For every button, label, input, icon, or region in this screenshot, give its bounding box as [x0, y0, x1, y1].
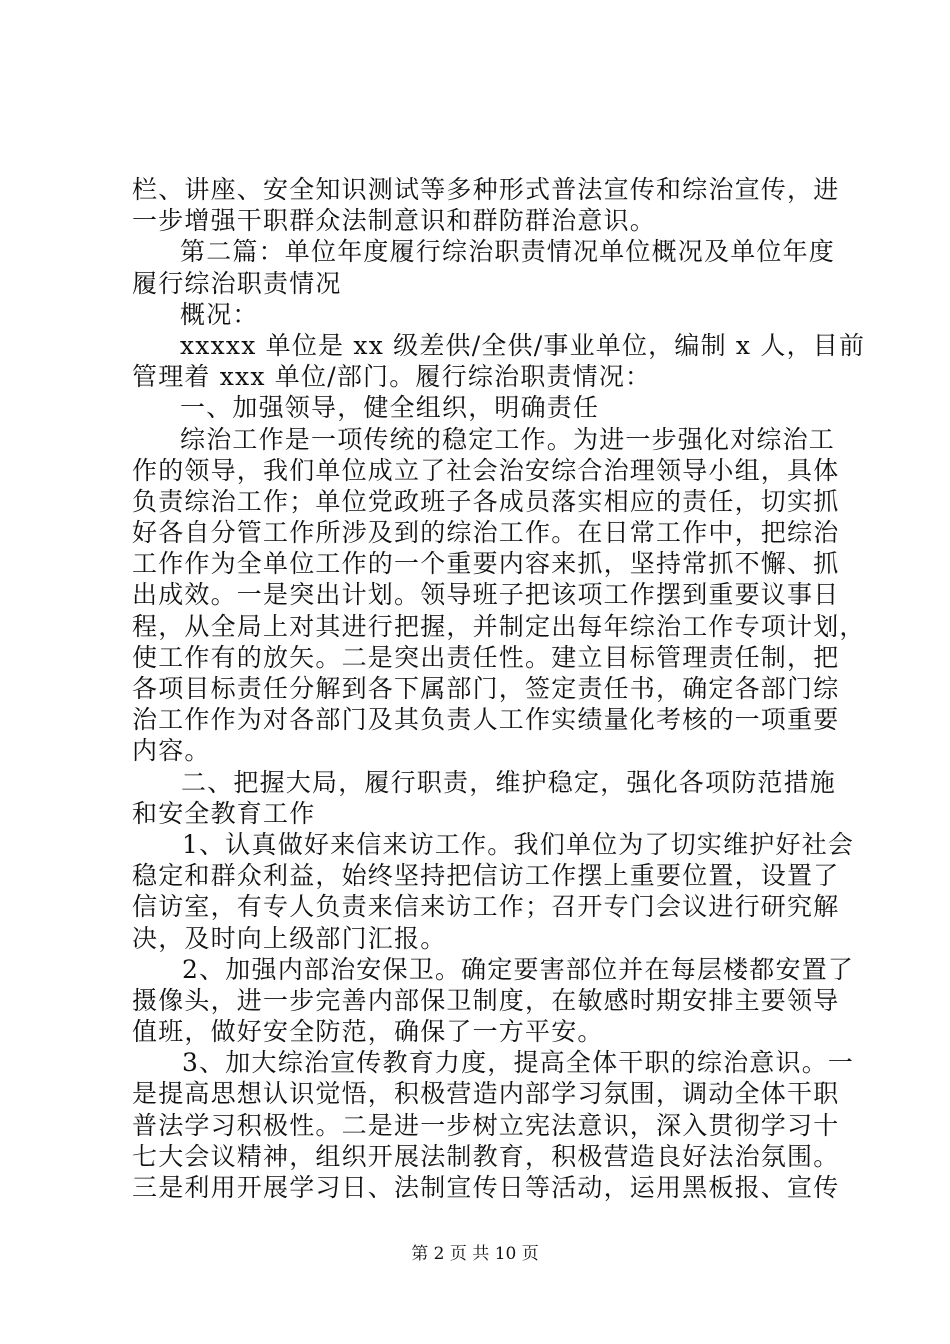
body-line: 七大会议精神，组织开展法制教育，积极营造良好法治氛围。: [132, 1141, 840, 1171]
subheading: 概况：: [180, 299, 259, 329]
body-line: 综治工作是一项传统的稳定工作。为进一步强化对综治工: [180, 424, 836, 454]
body-line: 一步增强干职群众法制意识和群防群治意识。: [132, 206, 657, 236]
document-body: [132, 174, 866, 1203]
section-heading: 第二篇：单位年度履行综治职责情况单位概况及单位年度: [180, 237, 836, 267]
body-line: 内容。: [132, 736, 211, 766]
subheading: 一、加强领导，健全组织，明确责任: [180, 393, 600, 423]
body-line: 决，及时向上级部门汇报。: [132, 923, 447, 953]
body-line: 管理着 xxx 单位/部门。履行综治职责情况：: [132, 362, 652, 392]
subheading: 二、把握大局，履行职责，维护稳定，强化各项防范措施: [181, 767, 837, 797]
body-line: 出成效。一是突出计划。领导班子把该项工作摆到重要议事日: [132, 580, 840, 610]
body-line: 普法学习积极性。二是进一步树立宪法意识，深入贯彻学习十: [132, 1110, 840, 1140]
subheading: 和安全教育工作: [132, 798, 316, 828]
body-line: 程，从全局上对其进行把握，并制定出每年综治工作专项计划，: [132, 611, 866, 641]
body-line: 2、加强内部治安保卫。确定要害部位并在每层楼都安置了: [182, 954, 855, 984]
body-line: 好各自分管工作所涉及到的综治工作。在日常工作中，把综治: [132, 518, 840, 548]
body-line: 各项目标责任分解到各下属部门，签定责任书，确定各部门综: [132, 674, 840, 703]
body-line: 使工作有的放矢。二是突出责任性。建立目标管理责任制，把: [132, 642, 840, 672]
section-heading: 履行综治职责情况: [132, 268, 342, 298]
body-line: xxxxx 单位是 xx 级差供/全供/事业单位，编制 x 人，目前: [180, 330, 866, 360]
page-number-footer: 第 2 页 共 10 页: [411, 1244, 539, 1264]
body-line: 工作作为全单位工作的一个重要内容来抓，坚持常抓不懈、抓: [132, 549, 840, 579]
body-line: 负责综治工作；单位党政班子各成员落实相应的责任，切实抓: [132, 486, 840, 516]
body-line: 三是利用开展学习日、法制宣传日等活动，运用黑板报、宣传: [132, 1173, 840, 1202]
body-line: 稳定和群众利益，始终坚持把信访工作摆上重要位置，设置了: [132, 861, 840, 891]
body-line: 治工作作为对各部门及其负责人工作实绩量化考核的一项重要: [132, 705, 840, 735]
body-line: 摄像头，进一步完善内部保卫制度，在敏感时期安排主要领导: [132, 985, 840, 1015]
body-line: 值班，做好安全防范，确保了一方平安。: [132, 1017, 604, 1047]
body-line: 1、认真做好来信来访工作。我们单位为了切实维护好社会: [182, 829, 855, 859]
body-line: 栏、讲座、安全知识测试等多种形式普法宣传和综治宣传，进: [132, 175, 840, 204]
body-line: 3、加大综治宣传教育力度，提高全体干职的综治意识。一: [182, 1048, 855, 1078]
body-line: 是提高思想认识觉悟，积极营造内部学习氛围，调动全体干职: [132, 1079, 840, 1109]
body-line: 作的领导，我们单位成立了社会治安综合治理领导小组，具体: [132, 455, 840, 485]
body-line: 信访室，有专人负责来信来访工作；召开专门会议进行研究解: [132, 892, 840, 922]
